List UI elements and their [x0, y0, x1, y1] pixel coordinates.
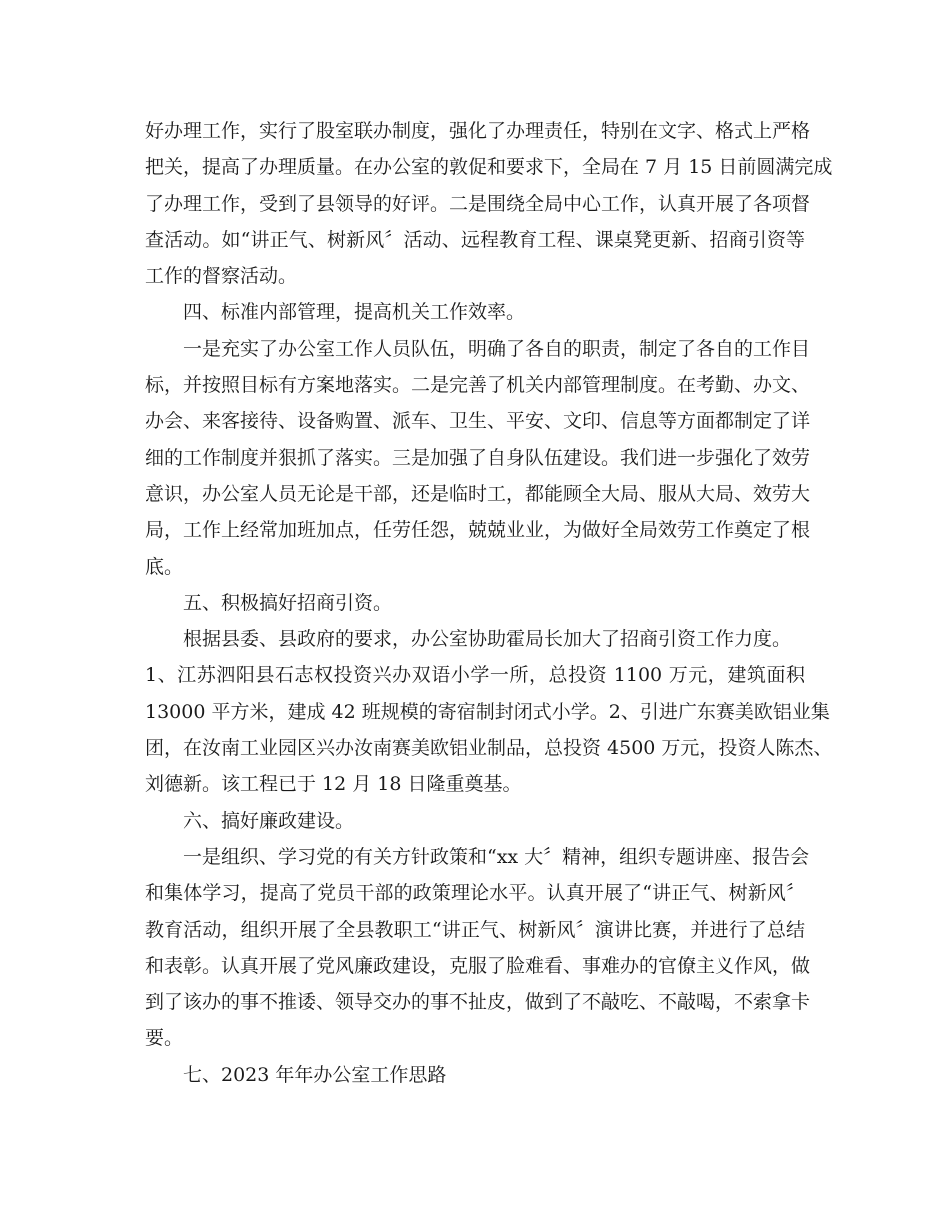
text-line: 刘德新。该工程已于 12 月 18 日隆重奠基。: [145, 773, 522, 796]
text-line: 团，在汝南工业园区兴办汝南赛美欧铝业制品，总投资 4500 万元，投资人陈杰、: [145, 737, 833, 760]
text-line: 要。: [145, 1027, 184, 1050]
text-line: 一是充实了办公室工作人员队伍，明确了各自的职责，制定了各自的工作目: [183, 337, 811, 360]
text-line: 和表彰。认真开展了党风廉政建设，克服了脸难看、事难办的官僚主义作风，做: [145, 954, 811, 977]
text-line: 办会、来客接待、设备购置、派车、卫生、平安、文印、信息等方面都制定了详: [145, 410, 811, 433]
text-line: 教育活动，组织开展了全县教职工“讲正气、树新风〞演讲比赛，并进行了总结: [145, 918, 805, 941]
text-line: 好办理工作，实行了股室联办制度，强化了办理责任，特别在文字、格式上严格: [145, 120, 811, 142]
text-line: 到了该办的事不推诿、领导交办的事不扯皮，做到了不敲吃、不敲喝，不索拿卡: [145, 991, 811, 1014]
text-line: 五、积极搞好招商引资。: [183, 591, 393, 614]
text-line: 了办理工作，受到了县领导的好评。二是围绕全局中心工作，认真开展了各项督: [145, 192, 811, 215]
document-body: [145, 113, 833, 1093]
text-line: 根据县委、县政府的要求，办公室协助霍局长加大了招商引资工作力度。: [183, 628, 792, 651]
text-line: 意识，办公室人员无论是干部，还是临时工，都能顾全大局、服从大局、效劳大: [145, 482, 811, 505]
text-line: 局，工作上经常加班加点，任劳任怨，兢兢业业，为做好全局效劳工作奠定了根: [145, 519, 811, 542]
text-line: 查活动。如“讲正气、树新风〞活动、远程教育工程、课桌凳更新、招商引资等: [145, 228, 805, 251]
text-line: 细的工作制度并狠抓了落实。三是加强了自身队伍建设。我们进一步强化了效劳: [145, 446, 811, 469]
text-line: 一是组织、学习党的有关方针政策和“xx 大〞精神，组织专题讲座、报告会: [183, 845, 810, 868]
text-line: 四、标准内部管理，提高机关工作效率。: [183, 301, 526, 324]
text-line: 13000 平方米，建成 42 班规模的寄宿制封闭式小学。2、引进广东赛美欧铝业集: [145, 700, 830, 723]
text-line: 和集体学习，提高了党员干部的政策理论水平。认真开展了“讲正气、树新风〞: [145, 882, 805, 905]
text-line: 六、搞好廉政建设。: [183, 809, 355, 832]
text-line: 把关，提高了办理质量。在办公室的敦促和要求下，全局在 7 月 15 日前圆满完成: [145, 156, 833, 179]
text-line: 1、江苏泗阳县石志权投资兴办双语小学一所，总投资 1100 万元，建筑面积: [145, 664, 805, 687]
text-line: 工作的督察活动。: [145, 265, 298, 288]
text-line: 底。: [145, 555, 184, 578]
text-line: 标，并按照目标有方案地落实。二是完善了机关内部管理制度。在考勤、办文、: [145, 374, 811, 397]
text-line: 七、2023 年年办公室工作思路: [183, 1063, 447, 1086]
